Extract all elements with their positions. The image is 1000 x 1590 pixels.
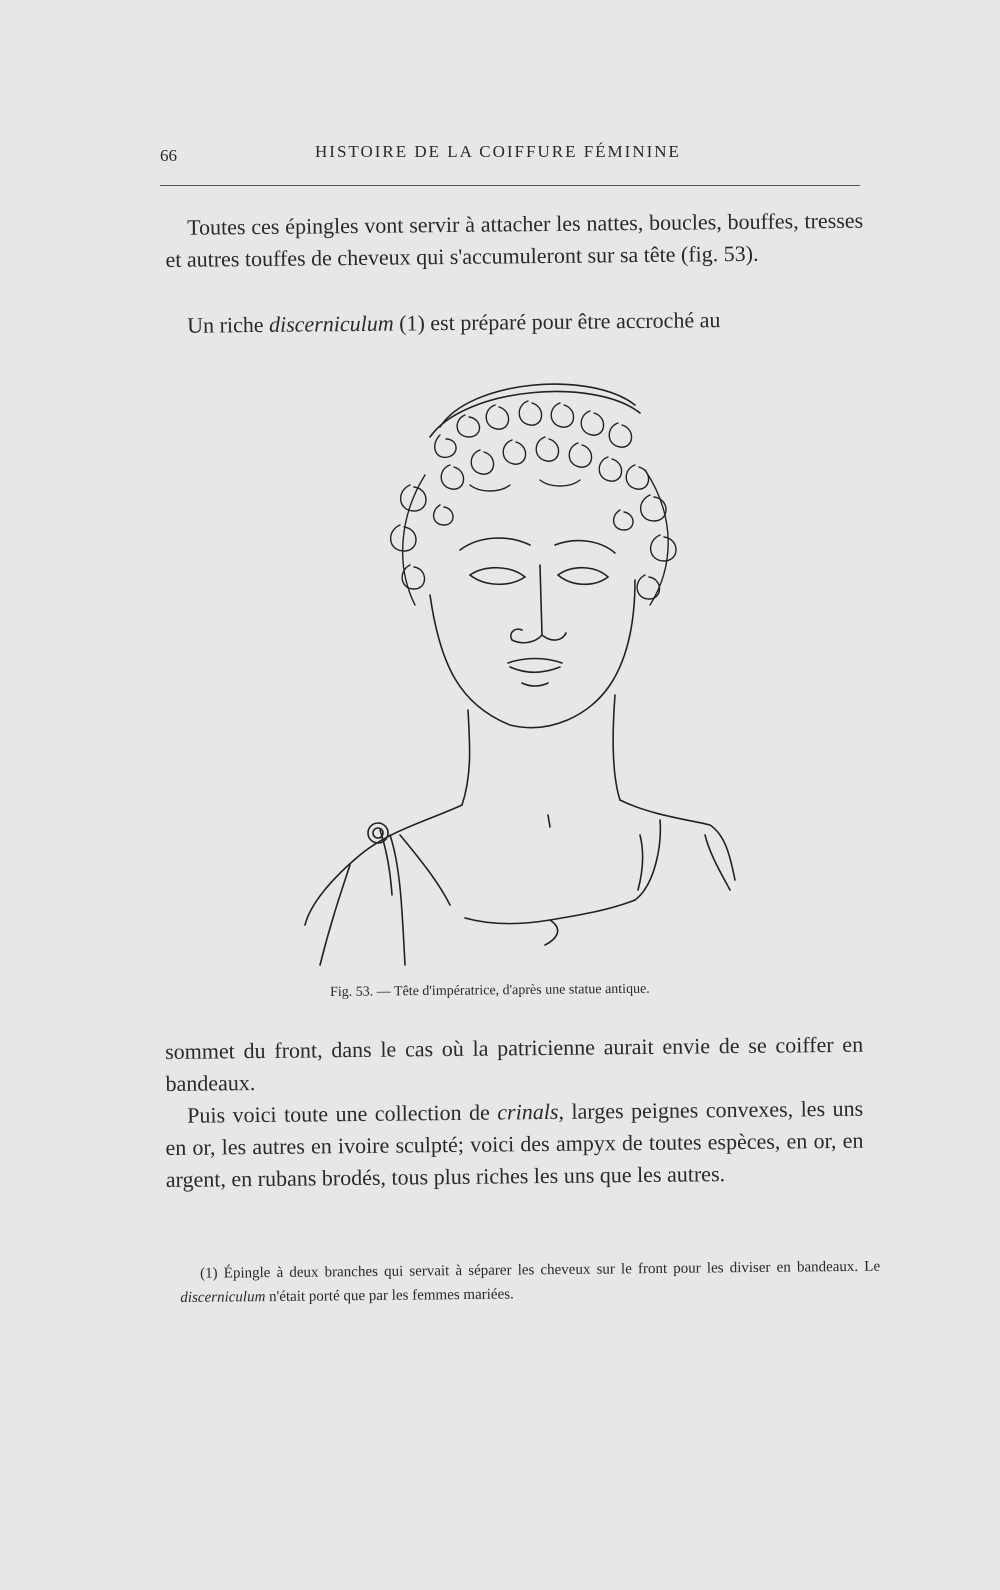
footnote-text [180, 1255, 880, 1310]
running-title: HISTOIRE DE LA COIFFURE FÉMININE [315, 142, 681, 161]
paragraph-1-text: Toutes ces épingles vont servir à attacher les nattes, boucles, bouffes, tresses et autres touffes de cheveux qui s'accumuleront sur sa tête (fig. 53). [165, 207, 864, 272]
paragraph-3-text: sommet du front, dans le cas où la patricienne aurait envie de se coiffer en bandeaux. [165, 1031, 864, 1096]
paragraph-2-after: (1) est préparé pour être accroché au [393, 307, 721, 336]
figure-53-illustration [290, 365, 750, 975]
term-crinals: crinals, [497, 1098, 565, 1125]
term-discerniculum: discerniculum [268, 310, 394, 337]
footnote-term: discerniculum [180, 1289, 266, 1306]
header-rule [160, 185, 860, 186]
paragraph-4-text [165, 1093, 864, 1196]
paragraph-2 [165, 303, 863, 342]
paragraph-3 [165, 1029, 864, 1100]
paragraph-4 [165, 1093, 864, 1196]
footnote-before: (1) Épingle à deux branches qui servait à séparer les cheveux sur le front pour les diviser en bandeaux. Le [200, 1258, 881, 1282]
paragraph-2-before: Un riche [187, 311, 270, 338]
running-head [160, 140, 860, 170]
paragraph-4-before: Puis voici toute une collection de [187, 1099, 498, 1128]
footnote-after: n'était porté que par les femmes mariées. [265, 1286, 514, 1306]
page-number: 66 [160, 146, 177, 165]
paragraph-1 [165, 205, 864, 276]
paragraph-2-text [165, 303, 863, 342]
footnote [180, 1255, 880, 1310]
empress-head-drawing [290, 365, 750, 975]
figure-caption: Fig. 53. — Tête d'impératrice, d'après une statue antique. [330, 981, 650, 1000]
paragraph-4-after: larges peignes convexes, les uns en or, les autres en ivoire sculpté; voici des ampyx de toutes espèces, en or, en argent, en rubans brodés, tous plus riches les uns que les autres. [165, 1095, 864, 1192]
